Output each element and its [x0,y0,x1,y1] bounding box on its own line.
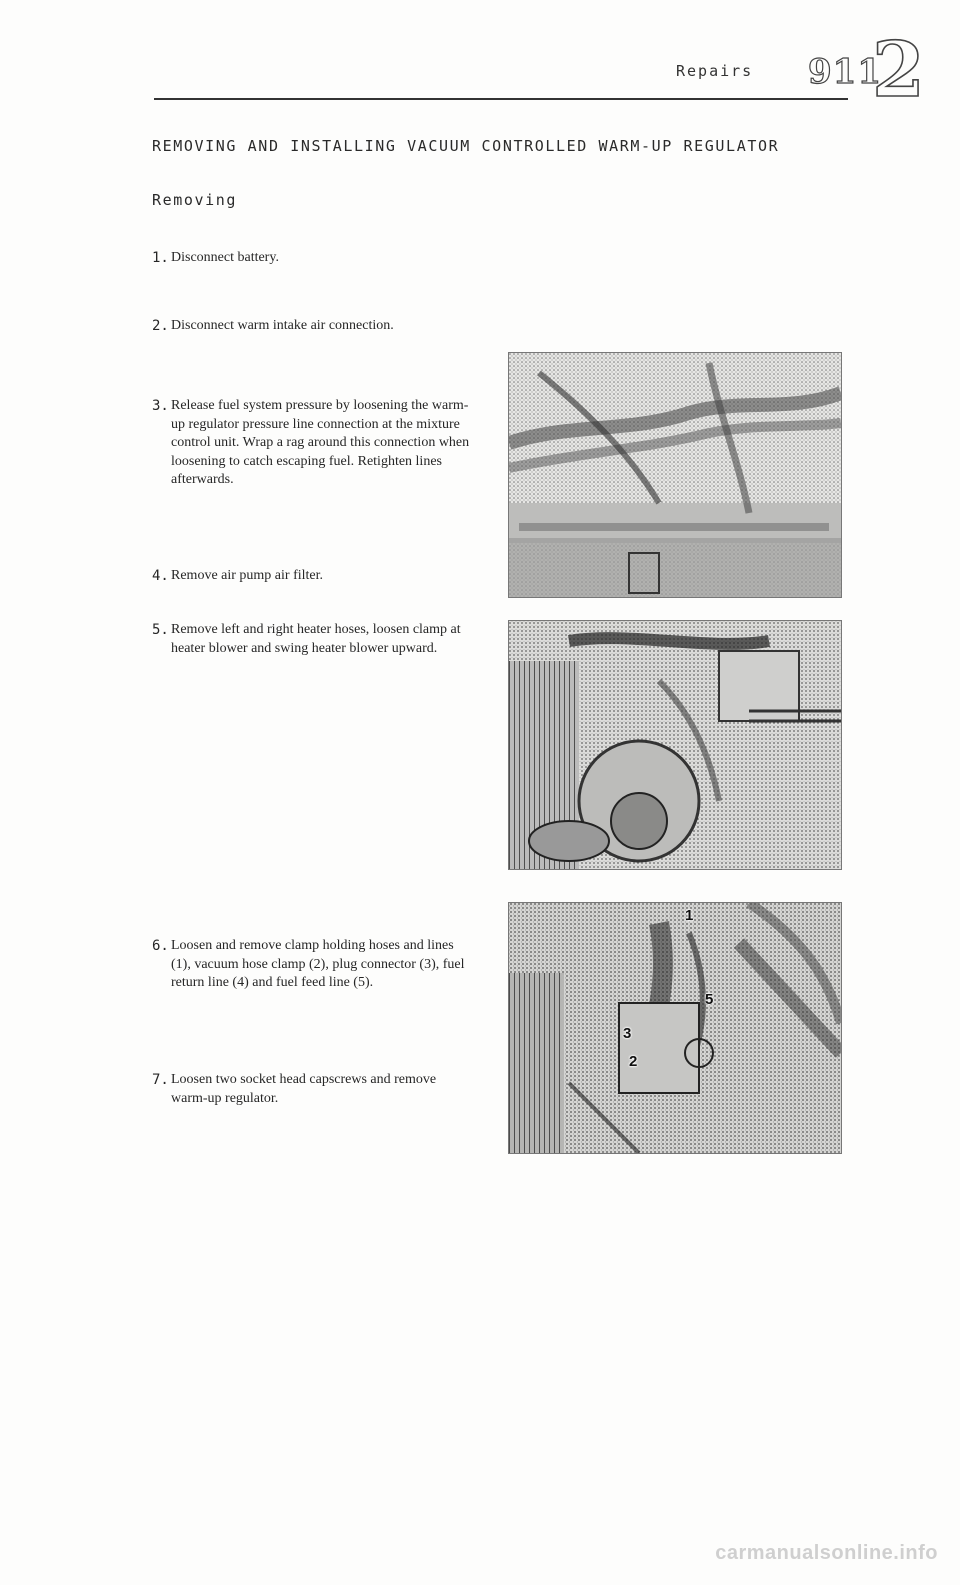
engine-photo-heater-blower [508,620,842,870]
engine-photo-warm-up-regulator [508,902,842,1154]
step-3 [152,397,470,490]
step-number: 4. [152,568,169,584]
callout-3: 3 [623,1025,632,1042]
step-text: Remove left and right heater hoses, loosen clamp at heater blower and swing heater blower upward. [171,622,461,656]
step-1 [152,249,470,268]
page-title: REMOVING AND INSTALLING VACUUM CONTROLLED WARM-UP REGULATOR [152,137,780,155]
callout-1: 1 [685,907,694,924]
step-number: 3. [152,398,169,414]
step-number: 1. [152,250,169,266]
callout-2: 2 [629,1053,638,1070]
section-subheading: Removing [152,191,238,209]
step-6 [152,937,470,993]
step-4 [152,567,470,586]
step-number: 7. [152,1072,169,1088]
step-text: Release fuel system pressure by loosening the warm-up regulator pressure line connection at the mixture control unit. Wrap a rag around this connection when loosening to catch escaping fuel. Retighten lines afterwards. [171,398,470,487]
step-number: 5. [152,622,169,638]
step-7 [152,1071,470,1108]
model-number: 911 [808,52,882,92]
engine-photo-fuel-lines [508,352,842,598]
step-text: Loosen and remove clamp holding hoses and lines (1), vacuum hose clamp (2), plug connector (3), fuel return line (4) and fuel feed line (5). [171,938,465,990]
step-number: 2. [152,318,169,334]
chapter-number: 2 [872,25,925,114]
watermark: carmanualsonline.info [715,1542,938,1564]
step-2 [152,317,470,336]
step-text: Loosen two socket head capscrews and remove warm-up regulator. [171,1072,437,1106]
callout-5: 5 [705,991,714,1008]
section-label: Repairs [676,62,754,80]
header-rule [154,98,848,100]
step-text: Disconnect battery. [171,250,279,265]
step-text: Remove air pump air filter. [171,568,324,583]
step-number: 6. [152,938,169,954]
step-text: Disconnect warm intake air connection. [171,318,394,333]
step-5 [152,621,470,658]
